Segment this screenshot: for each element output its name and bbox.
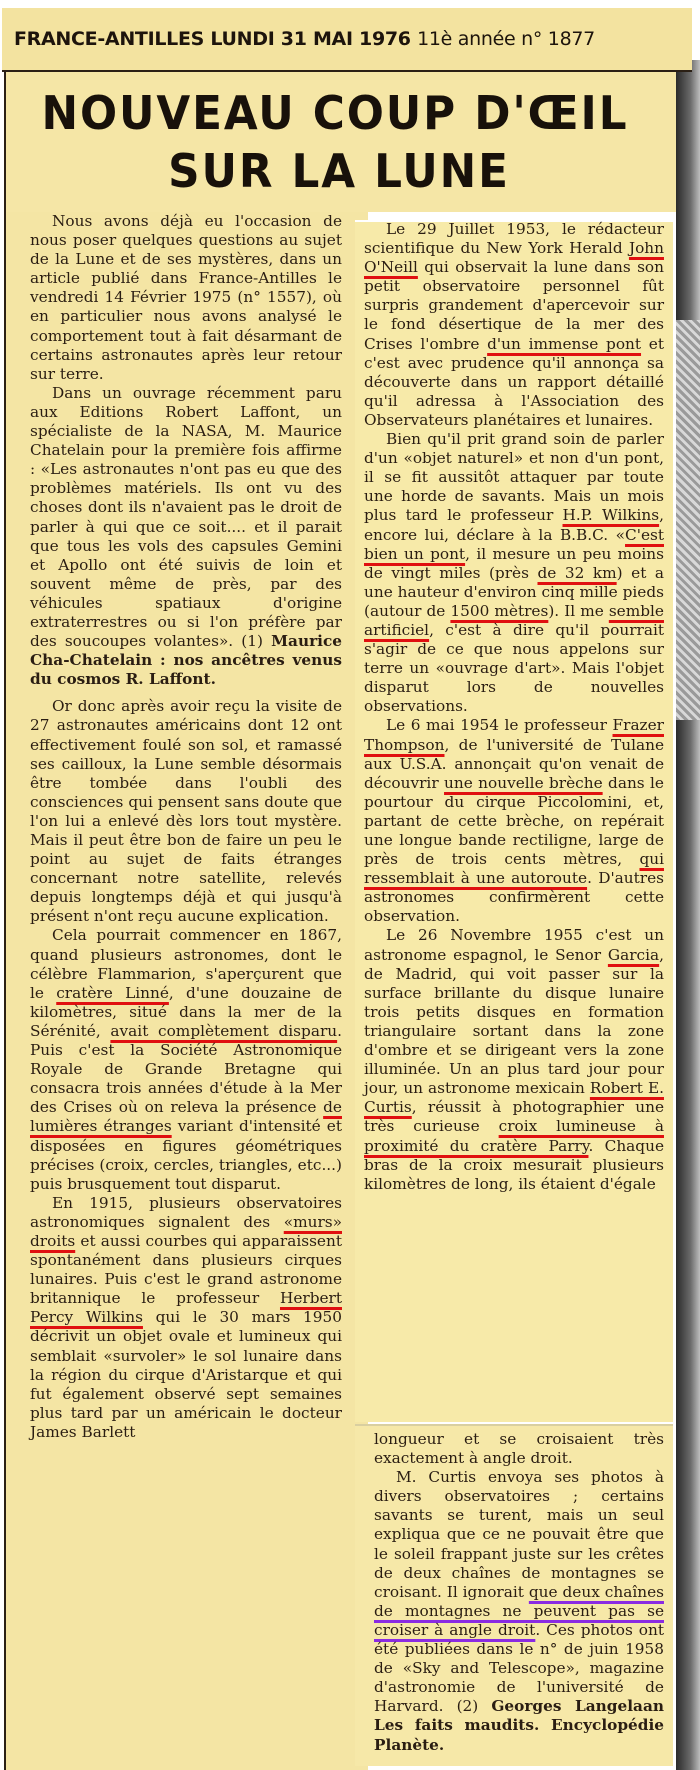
paragraph: [364, 220, 664, 430]
footnote-reference: Georges Langelaan Les faits maudits. Encyclopédie Planète.: [374, 1697, 664, 1754]
paragraph: [364, 430, 664, 716]
background-photo-fragment: [676, 320, 700, 720]
masthead-date: LUNDI 31 MAI 1976: [210, 28, 411, 50]
headline-line-1: NOUVEAU COUP D'ŒIL: [41, 86, 629, 140]
highlight-underline: Frazer Thompson: [364, 716, 664, 754]
paragraph: Or donc après avoir reçu la visite de 27 astronautes américains dont 12 ont effectivement foulé son sol, et ramassé ses cailloux, la Lune semble désormais être tombée dans l'oubli des consciences qui pensent sans doute que l'on lui a enlevé dès lors tout mystère. Mais il peut être bon de faire un peu le point au sujet de faits étranges concernant notre satellite, relevés depuis longtemps déjà et qui jusqu'à présent n'ont reçu aucune explication.: [30, 697, 342, 926]
background-dark-edge: [676, 60, 700, 1770]
paragraph-text: , de l'université de Tulane aux U.S.A. annonçait qu'on venait de découvrir: [364, 735, 664, 792]
footnote-reference: Maurice Cha-Chatelain : nos ancêtres venus du cosmos R. Laffont.: [30, 632, 342, 689]
headline-line-2: SUR LA LUNE: [168, 144, 510, 198]
paragraph-text: variant d'intensité et disposées en figures géométriques précises (croix, cercles, triangles, etc...) puis brusquement tout disparut.: [30, 1117, 342, 1193]
highlight-underline: C'est bien un pont: [364, 525, 664, 563]
paragraph: [30, 1194, 342, 1442]
paragraph: [364, 926, 664, 1193]
paragraph: [30, 926, 342, 1193]
paragraph-text: , il mesure un peu moins de vingt miles (près: [364, 544, 664, 582]
masthead-paper-name: FRANCE-ANTILLES: [14, 28, 205, 50]
paragraph-text: , d'une douzaine de kilomètres, situé dans la mer de la Sérénité,: [30, 983, 342, 1040]
paragraph: longueur et se croisaient très exactement à angle droit.: [374, 1430, 664, 1468]
paragraph-text: qui observait la lune dans son petit observatoire personnel fût surpris grandement d'apercevoir sur le fond désertique de la mer des Crises l'ombre: [364, 258, 664, 353]
paragraph-text: ). Il me: [548, 601, 604, 620]
highlight-underline: H.P. Wilkins: [562, 506, 660, 525]
highlight-underline: semble artificiel: [364, 601, 664, 639]
paragraph: [374, 1468, 664, 1754]
paragraph-text: et aussi courbes qui apparaissent spontanément dans plusieurs cirques lunaires. Puis c'est le grand astronome britannique le professeur: [30, 1231, 342, 1308]
highlight-underline: de lumières étranges: [30, 1098, 342, 1136]
article-right-column-continued: [374, 1430, 664, 1755]
paragraph-text: , c'est à dire qu'il pourrait s'agir de ce que nous appelons sur terre un «ouvrage d'art». Mais l'objet disparut lors de nouvelles observations.: [364, 620, 664, 716]
highlight-underline: cratère Linné: [56, 983, 169, 1002]
paragraph-text: , de Madrid, qui voit passer sur la surface brillante du disque lunaire trois petits disques en formation triangulaire sortant dans la zone d'ombre et se dirigeant vers la zone illuminée. Un an plus tard jour pour jour, un astronome mexicain: [364, 945, 664, 1098]
paragraph-text: M. Curtis envoya ses photos à divers observatoires ; certains savants se turent, mais un seul expliqua que ce ne pouvait être que le soleil frappant juste sur les crêtes de deux chaînes de montagnes se croisant. Il ignorait: [374, 1468, 664, 1601]
highlight-underline: Garcia: [607, 945, 660, 964]
highlight-underline: une nouvelle brèche: [444, 773, 603, 792]
paragraph: [364, 716, 664, 926]
paragraph-text: . Puis c'est la Société Astronomique Royale de Grande Bretagne qui consacra trois années d'étude à la Mer des Crises où on releva la présence: [30, 1021, 342, 1117]
highlight-underline: que deux chaînes de montagnes ne peuvent pas se croiser à angle droit: [374, 1582, 664, 1639]
paragraph-text: , réussit à photographier une très curieuse: [364, 1098, 664, 1136]
masthead-issue: 11è année n° 1877: [417, 28, 595, 50]
paragraph-text: Cela pourrait commencer en 1867, quand plusieurs astronomes, dont le célèbre Flammarion, s'aperçurent que le: [30, 926, 342, 1002]
highlight-underline: avait complètement disparu: [110, 1021, 338, 1040]
paragraph-text: ) et a une hauteur d'environ cinq mille pieds (autour de: [364, 563, 664, 620]
masthead: [14, 28, 595, 50]
paragraph-text: En 1915, plusieurs observatoires astronomiques signalent des: [30, 1193, 342, 1231]
highlight-underline: Robert E. Curtis: [364, 1079, 664, 1117]
paragraph-text: . D'autres astronomes confirmèrent cette observation.: [364, 869, 664, 926]
paragraph-text: Dans un ouvrage récemment paru aux Editions Robert Laffont, un spécialiste de la NASA, M. Maurice Chatelain pour la première fois affirme : «Les astronautes n'ont pas eu que des problèmes matériels. Ils ont vu des choses dont ils n'avaient pas le droit de parler à qui que ce soit.... et il parait que tous les vols des capsules Gemini et Apollo ont été suivis de loin et souvent même de près, par des véhicules spatiaux d'origine extraterrestres ou si l'on préfère par des soucoupes volantes». (1): [30, 383, 342, 651]
highlight-underline: 1500 mètres: [450, 601, 549, 620]
paragraph-text: dans le pourtour du cirque Piccolomini, et, partant de cette brèche, on repérait une longue bande rectiligne, large de près de trois cents mètres,: [364, 773, 664, 869]
paragraph-text: et c'est avec prudence qu'il annonça sa découverte dans un rapport détaillé qu'il adressa à l'Association des Observateurs planétaires et lunaires.: [364, 334, 664, 429]
paragraph-text: qui le 30 mars 1950 décrivit un objet ovale et lumineux qui semblait «survoler» le sol lunaire dans la région du cirque d'Aristarque et qui fut également observé sept semaines plus tard par un américain le docteur James Barlett: [30, 1308, 342, 1441]
highlight-underline: croix lumineuse à proximité du cratère Parry: [364, 1117, 664, 1155]
highlight-underline: John O'Neill: [364, 239, 664, 277]
paragraph-text: . Chaque bras de la croix mesurait plusieurs kilomètres de long, ils étaient d'égale: [364, 1136, 664, 1193]
highlight-underline: qui ressemblait à une autoroute: [364, 850, 664, 888]
highlight-underline: «murs» droits: [30, 1212, 342, 1250]
highlight-underline: de 32 km: [537, 563, 617, 582]
article-right-column: [364, 220, 664, 1194]
highlight-underline: d'un immense pont: [487, 334, 642, 353]
paragraph-text: Le 29 Juillet 1953, le rédacteur scientifique du New York Herald: [364, 220, 664, 258]
paragraph: [30, 384, 342, 690]
paragraph-text: , encore lui, déclare à la B.B.C. «: [364, 506, 664, 544]
paragraph-text: . Ces photos ont été publiées dans le n° de juin 1958 de «Sky and Telescope», magazine d'astronomie de l'université de Harvard. (2): [374, 1620, 665, 1716]
highlight-underline: Herbert Percy Wilkins: [30, 1289, 342, 1327]
paragraph-text: Le 26 Novembre 1955 c'est un astronome espagnol, le Senor: [364, 926, 664, 964]
article-left-column: [30, 212, 342, 1442]
paragraph-text: Bien qu'il prit grand soin de parler d'un «objet naturel» et non d'un pont, il se fit aussitôt attaquer par toute une horde de savants. Mais un mois plus tard le professeur: [364, 430, 664, 525]
paragraph: Nous avons déjà eu l'occasion de nous poser quelques questions au sujet de la Lune et de ses mystères, dans un article publié dans France-Antilles le vendredi 14 Février 1975 (n° 1557), où en particulier nous avons analysé le comportement tout à fait désarmant de certains astronautes après leur retour sur terre.: [30, 212, 342, 383]
paragraph-text: Le 6 mai 1954 le professeur: [386, 716, 607, 735]
